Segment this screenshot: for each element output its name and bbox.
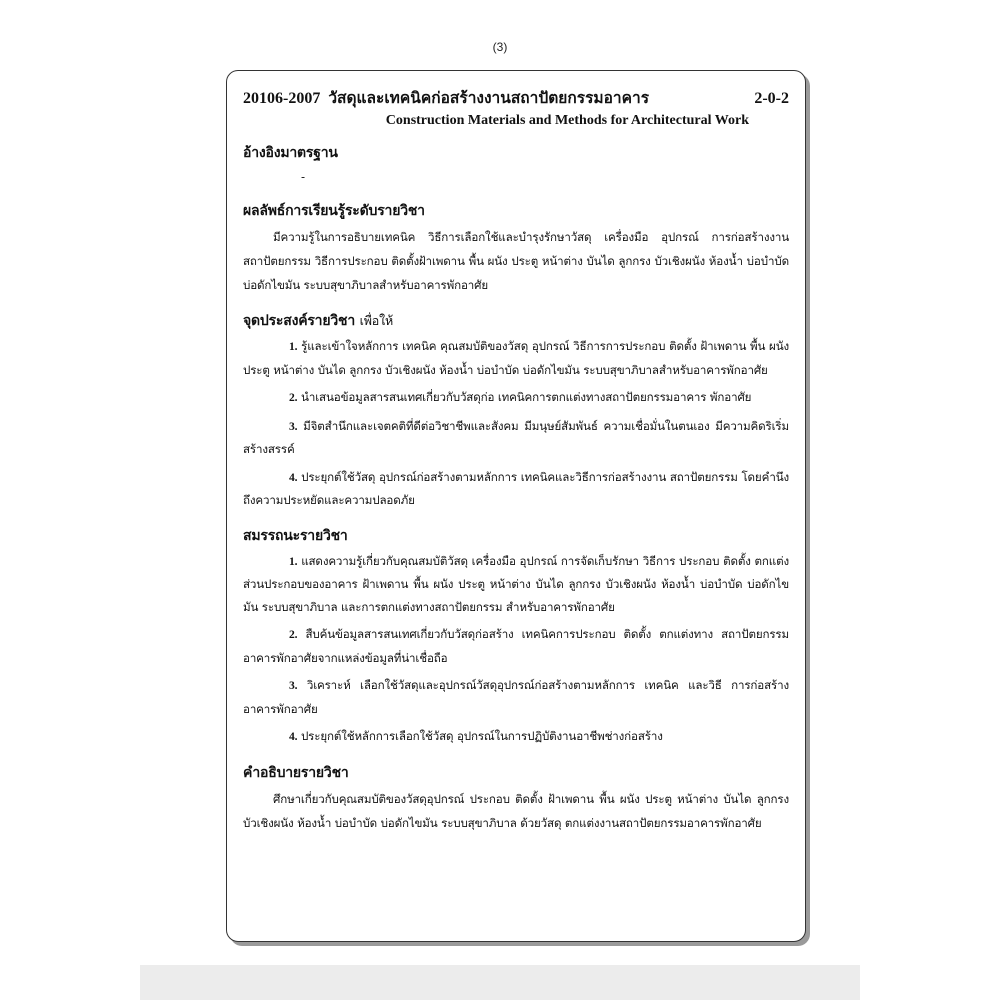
description-heading: คำอธิบายรายวิชา — [243, 764, 349, 781]
item-text: นำเสนอข้อมูลสารสนเทศเกี่ยวกับวัสดุก่อ เทคนิคการตกแต่งทางสถาปัตยกรรมอาคาร พักอาศัย — [300, 390, 752, 404]
reference-heading: อ้างอิงมาตรฐาน — [243, 145, 338, 161]
list-item — [243, 335, 789, 381]
item-number: 1. — [289, 554, 298, 568]
list-item — [243, 623, 789, 669]
item-text: ประยุกต์ใช้วัสดุ อุปกรณ์ก่อสร้างตามหลักการ เทคนิคและวิธีการก่อสร้างงาน สถาปัตยกรรม โดยคำนึงถึงความประหยัดและความปลอดภัย — [243, 469, 789, 507]
item-number: 3. — [289, 419, 298, 433]
course-credit: 2-0-2 — [754, 90, 789, 107]
objectives-heading-suffix: เพื่อให้ — [359, 313, 394, 328]
outcomes-heading: ผลลัพธ์การเรียนรู้ระดับรายวิชา — [243, 203, 425, 219]
item-text: รู้และเข้าใจหลักการ เทคนิค คุณสมบัติของวัสดุ อุปกรณ์ วิธีการการประกอบ ติดตั้ง ฝ้าเพดาน พื้น ผนัง ประตู หน้าต่าง บันได ลูกกรง บัวเชิงผนัง ห้องน้ำ บ่อบำบัด บ่อดักไขมัน ระบบสุขาภิบาลสำหรับอาคารพักอาศัย — [243, 339, 789, 377]
bottom-band — [140, 965, 860, 1000]
objectives-heading-label: จุดประสงค์รายวิชา — [243, 313, 355, 329]
course-title-en: Construction Materials and Methods for Architectural Work — [385, 113, 749, 128]
objectives-list — [243, 335, 789, 512]
competencies-heading: สมรรถนะรายวิชา — [243, 527, 348, 544]
item-number: 4. — [289, 470, 298, 484]
course-title-th: วัสดุและเทคนิคก่อสร้างงานสถาปัตยกรรมอาคาร — [328, 88, 650, 107]
item-number: 2. — [289, 391, 298, 404]
list-item — [243, 415, 789, 461]
item-number: 4. — [289, 730, 298, 743]
item-number: 2. — [289, 628, 298, 641]
list-item — [243, 550, 789, 619]
course-header — [243, 85, 789, 110]
course-card — [226, 70, 806, 942]
reference-content: - — [301, 170, 306, 184]
item-number: 3. — [289, 679, 298, 692]
list-item — [243, 386, 789, 410]
item-text: มีจิตสำนึกและเจตคติที่ดีต่อวิชาชีพและสังคม มีมนุษย์สัมพันธ์ ความเชื่อมั่นในตนเอง มีความคิดริเริ่มสร้างสรรค์ — [243, 418, 789, 456]
list-item — [243, 674, 789, 720]
list-item — [243, 466, 789, 512]
objectives-heading — [243, 310, 789, 332]
item-text: แสดงความรู้เกี่ยวกับคุณสมบัติวัสดุ เครื่องมือ อุปกรณ์ การจัดเก็บรักษา วิธีการ ประกอบ ติดตั้ง ตกแต่งส่วนประกอบของอาคาร ฝ้าเพดาน พื้น ผนัง ประตู หน้าต่าง บันได ลูกกรง บัวเชิงผนัง ห้องน้ำ บ่อบำบัด บ่อดักไขมัน ระบบสุขาภิบาล และการตกแต่งทางสถาปัตยกรรม สำหรับอาคารพักอาศัย — [243, 553, 789, 614]
course-code: 20106-2007 — [243, 90, 321, 107]
item-text: วิเคราะห์ เลือกใช้วัสดุและอุปกรณ์วัสดุอุปกรณ์ก่อสร้างตามหลักการ เทคนิค และวิธี การก่อสร้างอาคารพักอาศัย — [243, 678, 789, 716]
list-item — [243, 725, 789, 749]
page-number: (3) — [492, 40, 508, 54]
item-text: ประยุกต์ใช้หลักการเลือกใช้วัสดุ อุปกรณ์ในการปฏิบัติงานอาชีพช่างก่อสร้าง — [300, 729, 663, 743]
item-text: สืบค้นข้อมูลสารสนเทศเกี่ยวกับวัสดุก่อสร้าง เทคนิคการประกอบ ติดตั้ง ตกแต่งทาง สถาปัตยกรรมอาคารพักอาศัยจากแหล่งข้อมูลที่น่าเชื่อถือ — [243, 627, 789, 665]
description-text: ศึกษาเกี่ยวกับคุณสมบัติของวัสดุอุปกรณ์ ประกอบ ติดตั้ง ฝ้าเพดาน พื้น ผนัง ประตู หน้าต่าง บันได ลูกกรง บัวเชิงผนัง ห้องน้ำ บ่อบำบัด บ่อดักไขมัน ระบบสุขาภิบาล ด้วยวัสดุ ตกแต่งงานสถาปัตยกรรมอาคารพักอาศัย — [243, 791, 789, 830]
competencies-list — [243, 550, 789, 749]
item-number: 1. — [289, 340, 298, 353]
outcomes-text: มีความรู้ในการอธิบายเทคนิค วิธีการเลือกใช้และบำรุงรักษาวัสดุ เครื่องมือ อุปกรณ์ การก่อสร้างงานสถาปัตยกรรม วิธีการประกอบ ติดตั้งฝ้าเพดาน พื้น ผนัง ประตู หน้าต่าง บันได ลูกกรง บัวเชิงผนัง ห้องน้ำ บ่อบำบัด บ่อดักไขมัน ระบบสุขาภิบาลสำหรับอาคารพักอาศัย — [243, 230, 789, 292]
